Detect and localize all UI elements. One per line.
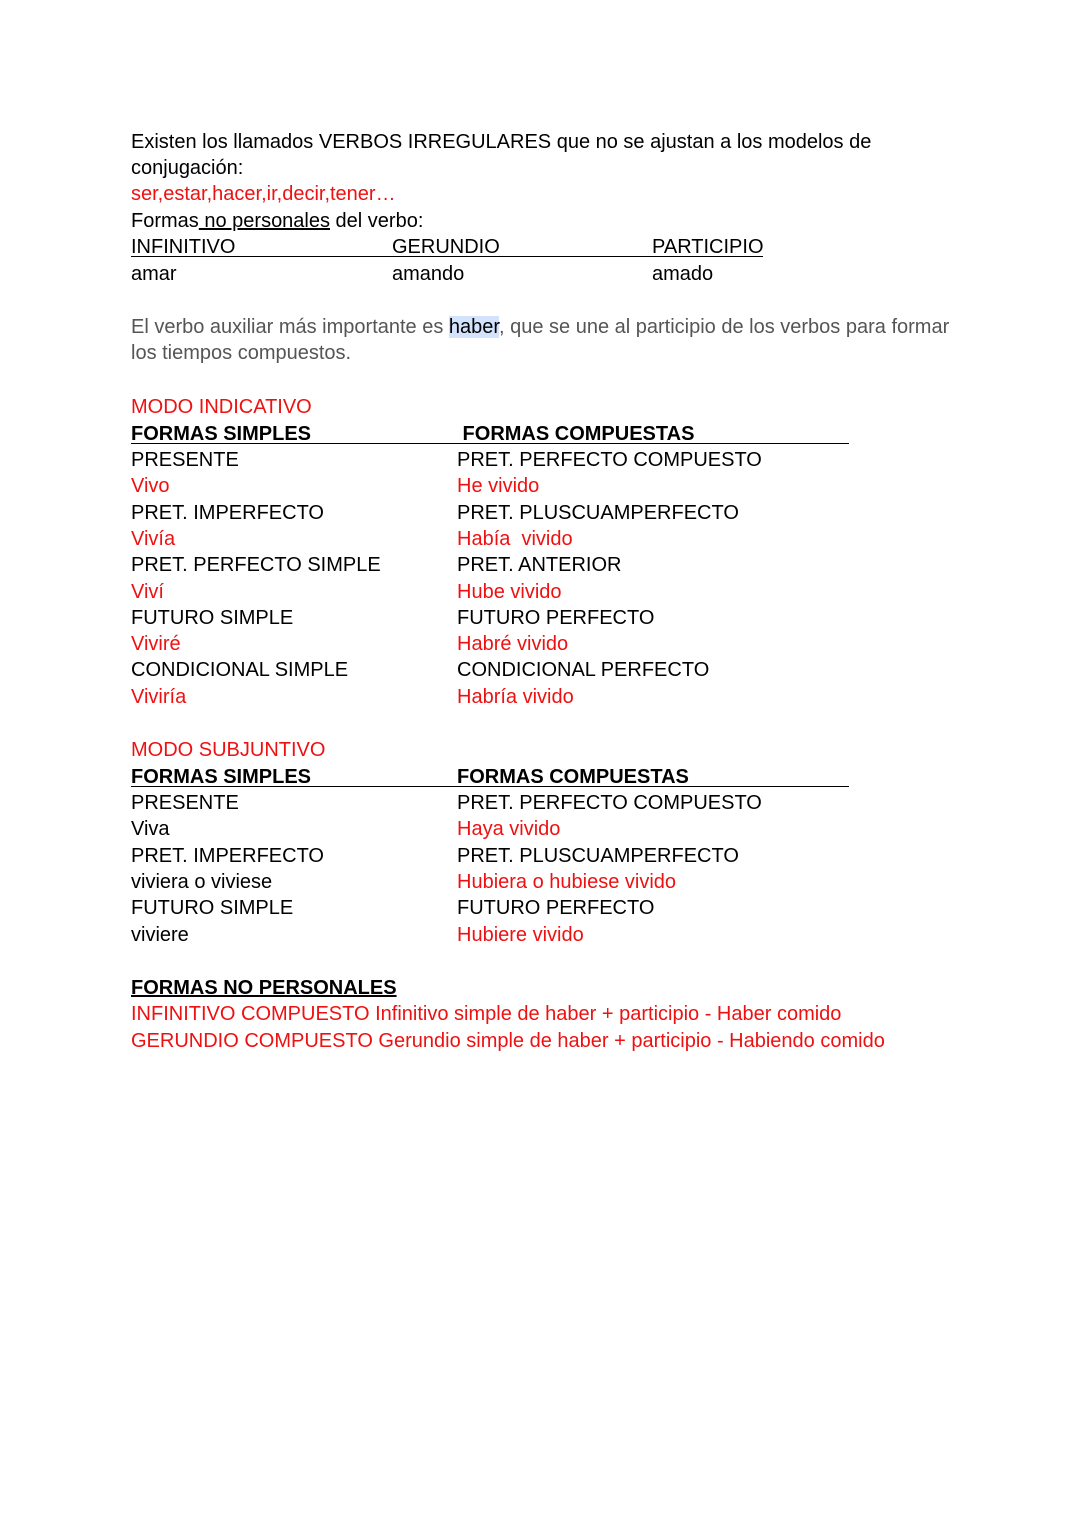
header-participio: PARTICIPIO [652, 236, 764, 258]
simple-form-example: viviere [131, 923, 189, 946]
indicativo-header-simple: FORMAS SIMPLES [131, 423, 312, 445]
value-infinitivo: amar [131, 263, 177, 285]
formas-prefix: Formas [131, 210, 199, 232]
indicativo-header-underline [131, 443, 849, 444]
auxiliary-line-1 [131, 314, 949, 340]
non-personal-header-underline [131, 256, 763, 257]
header-gerundio: GERUNDIO [392, 236, 500, 258]
table-row [131, 816, 851, 842]
compound-tense-name: PRET. PERFECTO COMPUESTO [457, 449, 762, 471]
intro-line-1: Existen los llamados VERBOS IRREGULARES que no se ajustan a los modelos de [131, 131, 872, 153]
value-participio: amado [652, 263, 714, 285]
highlighted-haber: haber [448, 316, 499, 338]
auxiliary-after: , que se une al participio de los verbos para formar [498, 316, 950, 338]
compound-tense-name: FUTURO PERFECTO [457, 897, 655, 920]
subjuntivo-header-compound: FORMAS COMPUESTAS [457, 766, 689, 788]
table-row [131, 447, 851, 473]
irregular-verbs-examples: ser,estar,hacer,ir,decir,tener… [131, 183, 396, 205]
formas-underlined: no personales [198, 210, 330, 232]
compound-form-example: Había vivido [457, 527, 573, 550]
compound-tense-name: PRET. PERFECTO COMPUESTO [457, 792, 762, 814]
formas-no-personales-intro [131, 208, 423, 234]
simple-tense-name: CONDICIONAL SIMPLE [131, 659, 349, 682]
simple-tense-name: PRESENTE [131, 449, 239, 471]
table-row [131, 579, 851, 605]
compound-tense-name: PRET. ANTERIOR [457, 554, 622, 577]
table-row [131, 631, 851, 657]
header-infinitivo: INFINITIVO [131, 236, 236, 258]
table-row [131, 605, 851, 631]
compound-tense-name: CONDICIONAL PERFECTO [457, 659, 710, 682]
compound-form-example: Haya vivido [457, 818, 561, 841]
simple-form-example: Vivo [131, 475, 170, 498]
table-row [131, 526, 851, 552]
table-row [131, 790, 851, 816]
table-row [131, 869, 851, 895]
indicativo-header-compound: FORMAS COMPUESTAS [457, 423, 695, 445]
compound-form-example: Hube vivido [457, 580, 562, 603]
simple-form-example: Viviría [131, 685, 187, 708]
subjuntivo-title: MODO SUBJUNTIVO [131, 739, 326, 761]
simple-form-example: Viva [131, 818, 170, 841]
infinitivo-compuesto-line: INFINITIVO COMPUESTO Infinitivo simple de haber + participio - Haber comido [131, 1003, 842, 1025]
non-personal-table-values [131, 261, 771, 287]
simple-tense-name: FUTURO SIMPLE [131, 606, 294, 629]
compound-tense-name: FUTURO PERFECTO [457, 606, 655, 629]
compound-form-example: He vivido [457, 475, 540, 498]
simple-tense-name: PRET. IMPERFECTO [131, 501, 324, 524]
indicativo-title: MODO INDICATIVO [131, 396, 312, 418]
simple-tense-name: PRET. PERFECTO SIMPLE [131, 554, 381, 577]
simple-form-example: Vivía [131, 527, 176, 550]
compound-form-example: Hubiere vivido [457, 923, 584, 946]
table-row [131, 843, 851, 869]
compound-tense-name: PRET. PLUSCUAMPERFECTO [457, 501, 739, 524]
auxiliary-line-2: los tiempos compuestos. [131, 342, 352, 364]
formas-suffix: del verbo: [330, 210, 424, 232]
simple-tense-name: PRESENTE [131, 792, 239, 814]
no-personales-title: FORMAS NO PERSONALES [131, 977, 397, 999]
table-row [131, 473, 851, 499]
table-row [131, 552, 851, 578]
table-row [131, 895, 851, 921]
gerundio-compuesto-line: GERUNDIO COMPUESTO Gerundio simple de haber + participio - Habiendo comido [131, 1030, 885, 1052]
simple-form-example: viviera o viviese [131, 870, 273, 893]
table-row [131, 657, 851, 683]
subjuntivo-header-underline [131, 786, 849, 787]
compound-form-example: Habría vivido [457, 685, 574, 708]
intro-line-2: conjugación: [131, 157, 244, 179]
simple-form-example: Viví [131, 580, 164, 603]
compound-form-example: Hubiera o hubiese vivido [457, 870, 677, 893]
table-row [131, 922, 851, 948]
simple-tense-name: PRET. IMPERFECTO [131, 844, 324, 867]
simple-form-example: Viviré [131, 633, 181, 656]
simple-tense-name: FUTURO SIMPLE [131, 897, 294, 920]
compound-form-example: Habré vivido [457, 633, 569, 656]
compound-tense-name: PRET. PLUSCUAMPERFECTO [457, 844, 739, 867]
subjuntivo-header-simple: FORMAS SIMPLES [131, 766, 312, 788]
table-row [131, 500, 851, 526]
table-row [131, 684, 851, 710]
value-gerundio: amando [392, 263, 465, 285]
auxiliary-before: El verbo auxiliar más importante es [131, 316, 449, 338]
